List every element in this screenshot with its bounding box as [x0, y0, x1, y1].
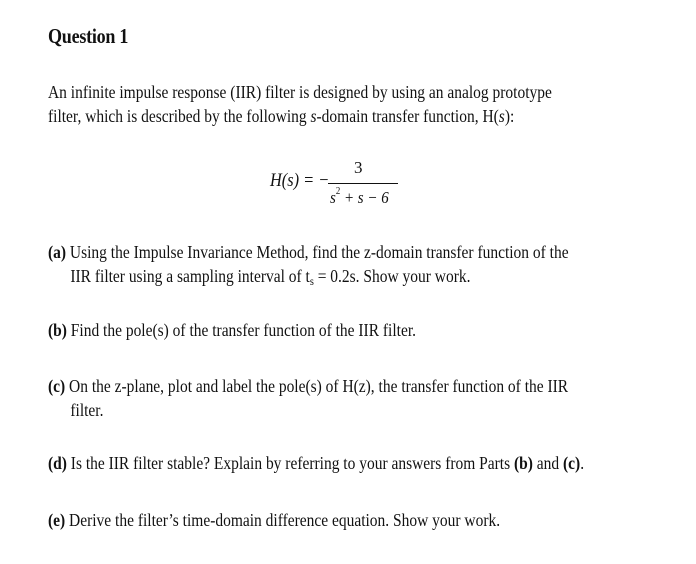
intro-line-2	[48, 104, 650, 128]
part-b-label: (b)	[48, 320, 67, 340]
intro-line-2-part-3: ):	[504, 106, 515, 126]
equation-denominator	[330, 186, 389, 208]
part-c-line-1	[48, 374, 667, 398]
part-a-line-1	[48, 240, 667, 264]
part-a-text-2a: IIR filter using a sampling interval of t	[70, 266, 310, 286]
denominator-exponent: 2	[335, 186, 341, 197]
part-d	[48, 451, 667, 475]
part-d-line	[48, 451, 667, 475]
part-e-text: Derive the filter’s time-domain difference equation. Show your work.	[65, 510, 501, 530]
intro-line-1: An infinite impulse response (IIR) filter is designed by using an analog prototype	[48, 82, 552, 102]
part-e-line	[48, 508, 667, 532]
part-d-text-c: .	[580, 453, 585, 473]
intro-line-2-part-2: -domain transfer function, H(	[316, 106, 499, 126]
part-c	[48, 374, 667, 422]
part-e	[48, 508, 667, 532]
part-c-label: (c)	[48, 376, 66, 396]
transfer-function-equation	[270, 158, 430, 218]
part-c-text-1: On the z-plane, plot and label the pole(s) of H(z), the transfer function of the IIR	[65, 376, 569, 396]
intro-s-variable-2: s	[498, 106, 505, 126]
part-d-text-b: and	[532, 453, 564, 473]
part-b-text: Find the pole(s) of the transfer function of the IIR filter.	[66, 320, 416, 340]
part-b-line	[48, 318, 667, 342]
part-d-text-a: Is the IIR filter stable? Explain by referring to your answers from Parts	[66, 453, 514, 473]
part-c-line-2: filter.	[70, 400, 104, 420]
part-d-ref-b: (b)	[513, 453, 533, 473]
part-d-label: (d)	[48, 453, 67, 473]
fraction-bar	[328, 183, 398, 184]
part-a	[48, 240, 667, 293]
part-a-text-2b: = 0.2s. Show your work.	[313, 266, 471, 286]
part-e-label: (e)	[48, 510, 66, 530]
part-b	[48, 318, 667, 342]
part-a-text-1: Using the Impulse Invariance Method, find the z-domain transfer function of the	[66, 242, 569, 262]
denominator-rest: + s − 6	[340, 188, 389, 207]
equation-lhs: H(s) = −	[270, 170, 330, 191]
question-heading: Question 1	[48, 24, 129, 48]
intro-line-2-part-1: filter, which is described by the following	[48, 106, 311, 126]
intro-s-variable: s	[310, 106, 317, 126]
denominator-s: s	[330, 188, 336, 207]
question-intro	[48, 80, 650, 128]
part-a-line-2	[48, 264, 667, 293]
equation-numerator: 3	[354, 158, 363, 177]
part-a-subscript: s	[309, 274, 314, 288]
part-d-ref-c: (c)	[563, 453, 581, 473]
part-a-label: (a)	[48, 242, 67, 262]
